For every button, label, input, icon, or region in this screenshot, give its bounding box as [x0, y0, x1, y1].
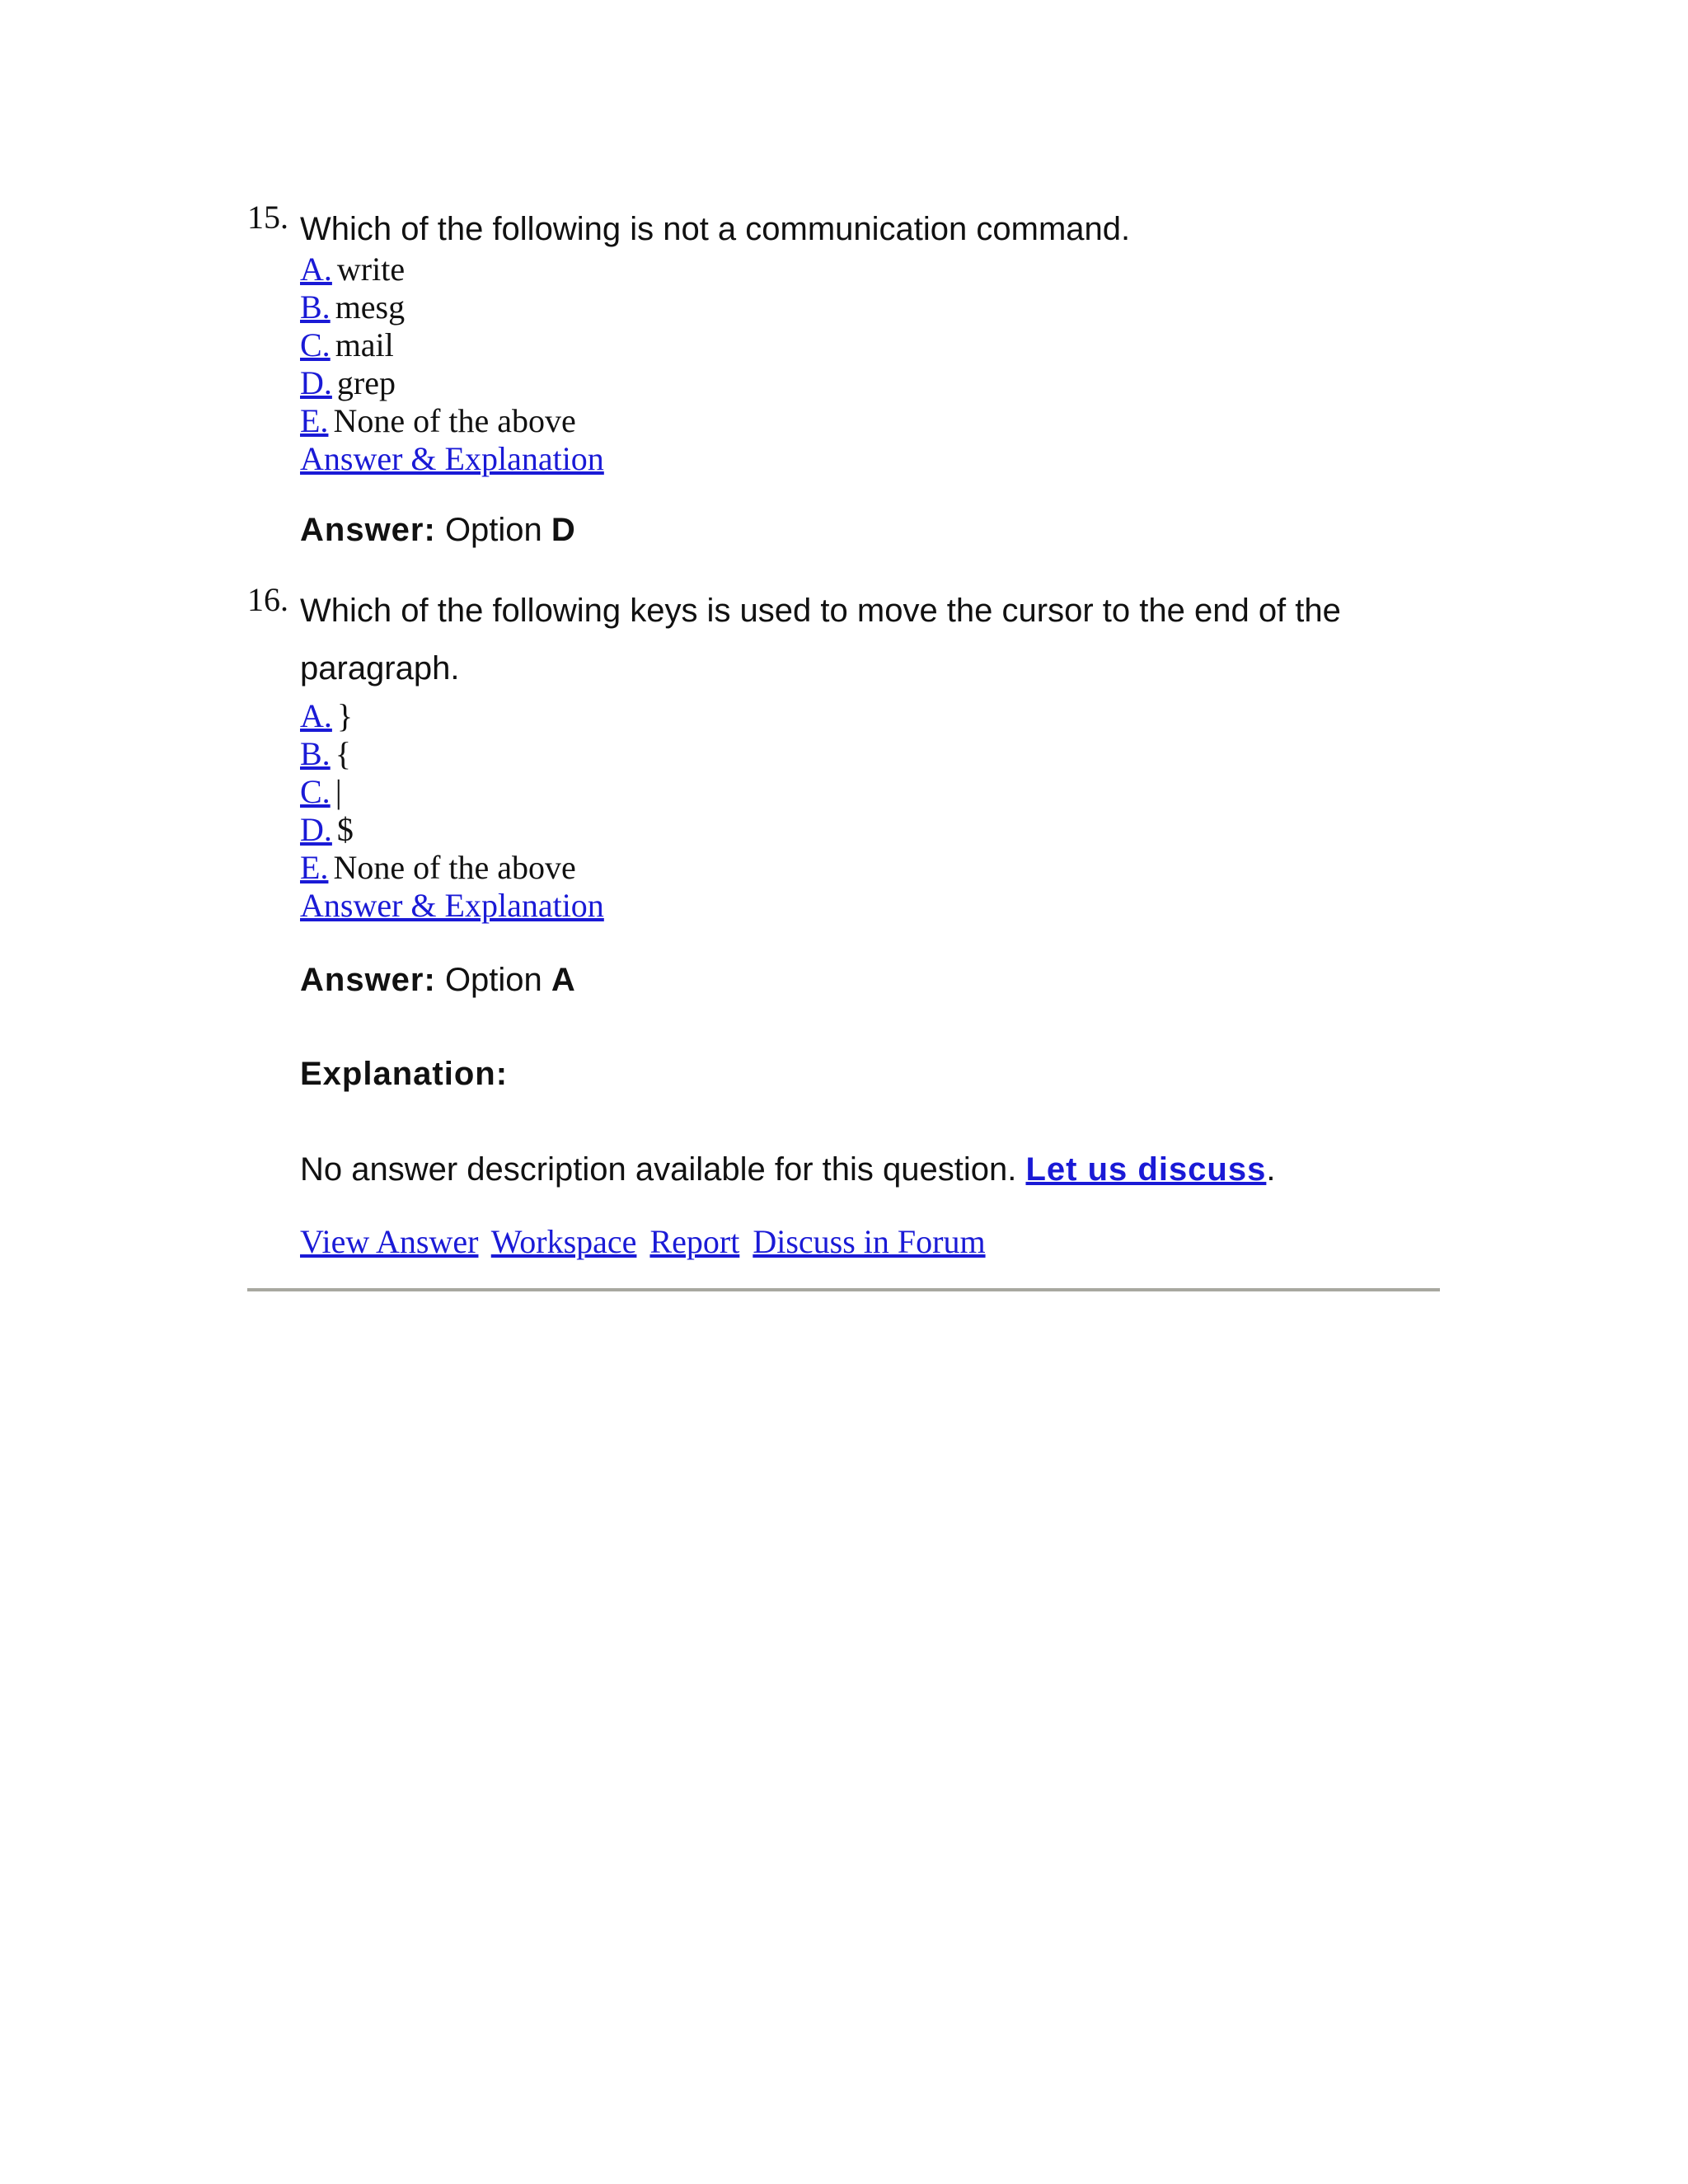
question-text: Which of the following keys is used to move the cursor to the end of the paragraph. [300, 593, 1341, 687]
question-number: 16. [247, 581, 288, 618]
let-us-discuss-link[interactable]: Let us discuss [1025, 1151, 1267, 1188]
option-a-value: write [336, 251, 406, 288]
answer-option: A [551, 962, 575, 998]
option-e [300, 849, 1442, 887]
explanation-heading: Explanation: [300, 1056, 509, 1092]
option-a-value: } [336, 697, 354, 734]
explanation-text [300, 1149, 1442, 1190]
option-b-link[interactable]: B. [300, 288, 331, 326]
explanation-period: . [1266, 1151, 1276, 1188]
answer-explanation-link[interactable]: Answer & Explanation [300, 887, 604, 924]
divider [247, 1288, 1440, 1291]
option-e [300, 402, 1442, 440]
question-number: 15. [247, 199, 288, 236]
report-link[interactable]: Report [649, 1223, 740, 1260]
option-d-link[interactable]: D. [300, 364, 332, 401]
option-b [300, 288, 1442, 326]
option-a-link[interactable]: A. [300, 251, 332, 288]
option-a-link[interactable]: A. [300, 697, 332, 734]
option-d-value: $ [336, 811, 354, 848]
answer-option: D [551, 512, 575, 548]
option-a [300, 251, 1442, 288]
option-a [300, 697, 1442, 735]
answer-label: Answer: [300, 962, 436, 998]
answer-explanation-link[interactable]: Answer & Explanation [300, 440, 604, 477]
explanation-body: No answer description available for this question. [300, 1151, 1017, 1188]
option-d [300, 811, 1442, 849]
option-d-value: grep [336, 364, 396, 401]
workspace-link[interactable]: Workspace [490, 1223, 637, 1260]
question-16 [247, 580, 1442, 1261]
question-body [300, 582, 1442, 1261]
question-15 [247, 198, 1442, 551]
question-text: Which of the following is not a communication command. [300, 211, 1131, 247]
option-b-value: { [335, 735, 351, 772]
option-b-value: mesg [335, 288, 406, 326]
option-e-link[interactable]: E. [300, 402, 329, 439]
answer-line [300, 959, 1442, 1001]
option-c-link[interactable]: C. [300, 326, 331, 363]
option-c [300, 326, 1442, 364]
discuss-in-forum-link[interactable]: Discuss in Forum [753, 1223, 986, 1260]
answer-prefix: Option [444, 962, 542, 998]
question-actions [300, 1223, 1442, 1261]
option-e-value: None of the above [333, 402, 576, 439]
option-c [300, 773, 1442, 811]
option-d [300, 364, 1442, 402]
question-body [300, 208, 1442, 551]
view-answer-link[interactable]: View Answer [300, 1223, 479, 1260]
option-b [300, 735, 1442, 773]
answer-prefix: Option [444, 512, 542, 548]
answer-explanation-row [300, 440, 1442, 478]
option-e-link[interactable]: E. [300, 849, 329, 886]
option-e-value: None of the above [333, 849, 576, 886]
answer-line [300, 509, 1442, 551]
option-c-value: | [335, 773, 342, 810]
answer-label: Answer: [300, 512, 436, 548]
option-c-value: mail [335, 326, 394, 363]
answer-explanation-row [300, 887, 1442, 925]
option-c-link[interactable]: C. [300, 773, 331, 810]
option-b-link[interactable]: B. [300, 735, 331, 772]
option-d-link[interactable]: D. [300, 811, 332, 848]
